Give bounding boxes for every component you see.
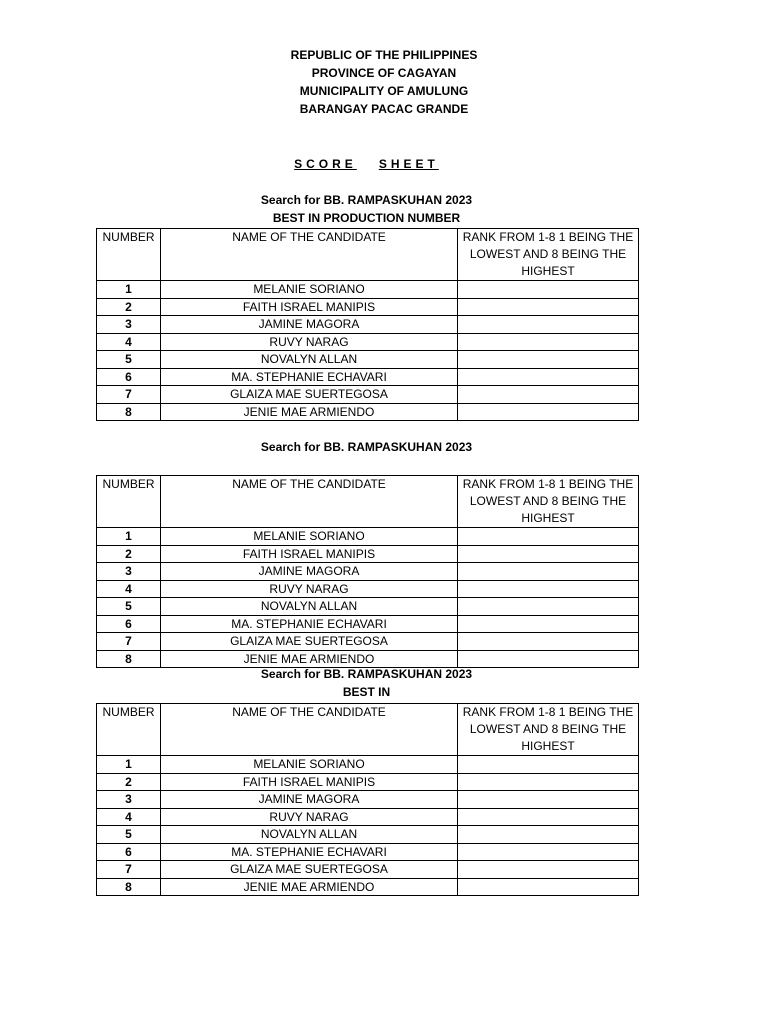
candidate-number: 8 bbox=[97, 403, 161, 421]
score-table-2 bbox=[96, 475, 639, 668]
column-header-rank: RANK FROM 1-8 1 BEING THE LOWEST AND 8 BEING THE HIGHEST bbox=[458, 229, 639, 281]
table-row bbox=[97, 563, 639, 581]
table-row bbox=[97, 545, 639, 563]
candidate-number: 5 bbox=[97, 598, 161, 616]
score-table-1 bbox=[96, 228, 639, 421]
candidate-number: 4 bbox=[97, 580, 161, 598]
header-municipality: MUNICIPALITY OF AMULUNG bbox=[299, 84, 469, 98]
column-header-number: NUMBER bbox=[97, 476, 161, 528]
candidate-number: 7 bbox=[97, 633, 161, 651]
candidate-number: 7 bbox=[97, 386, 161, 404]
candidate-name: FAITH ISRAEL MANIPIS bbox=[161, 545, 458, 563]
candidate-name: JENIE MAE ARMIENDO bbox=[161, 878, 458, 896]
candidate-number: 8 bbox=[97, 878, 161, 896]
rank-cell[interactable] bbox=[458, 386, 639, 404]
rank-cell[interactable] bbox=[458, 756, 639, 774]
score-table-3 bbox=[96, 703, 639, 896]
rank-cell[interactable] bbox=[458, 861, 639, 879]
candidate-number: 6 bbox=[97, 843, 161, 861]
rank-cell[interactable] bbox=[458, 791, 639, 809]
rank-cell[interactable] bbox=[458, 298, 639, 316]
candidate-name: JAMINE MAGORA bbox=[161, 316, 458, 334]
candidate-number: 3 bbox=[97, 316, 161, 334]
candidate-name: JENIE MAE ARMIENDO bbox=[161, 650, 458, 668]
table-header-row bbox=[97, 229, 639, 281]
candidate-name: RUVY NARAG bbox=[161, 580, 458, 598]
candidate-name: NOVALYN ALLAN bbox=[161, 351, 458, 369]
candidate-number: 2 bbox=[97, 298, 161, 316]
candidate-number: 5 bbox=[97, 351, 161, 369]
table-row bbox=[97, 878, 639, 896]
table-row bbox=[97, 615, 639, 633]
candidate-number: 1 bbox=[97, 756, 161, 774]
candidate-name: JAMINE MAGORA bbox=[161, 563, 458, 581]
rank-cell[interactable] bbox=[458, 528, 639, 546]
candidate-number: 4 bbox=[97, 333, 161, 351]
section-3-subtitle: BEST IN bbox=[342, 685, 391, 699]
candidate-name: MA. STEPHANIE ECHAVARI bbox=[161, 368, 458, 386]
header-republic: REPUBLIC OF THE PHILIPPINES bbox=[290, 48, 478, 62]
score-sheet-title-word2: SHEET bbox=[378, 157, 439, 171]
table-row bbox=[97, 316, 639, 334]
candidate-number: 7 bbox=[97, 861, 161, 879]
column-header-rank: RANK FROM 1-8 1 BEING THE LOWEST AND 8 BEING THE HIGHEST bbox=[458, 704, 639, 756]
table-row bbox=[97, 351, 639, 369]
table-header-row bbox=[97, 704, 639, 756]
rank-cell[interactable] bbox=[458, 351, 639, 369]
table-row bbox=[97, 808, 639, 826]
column-header-name: NAME OF THE CANDIDATE bbox=[161, 704, 458, 756]
section-1-title: Search for BB. RAMPASKUHAN 2023 bbox=[260, 193, 473, 207]
table-row bbox=[97, 598, 639, 616]
rank-cell[interactable] bbox=[458, 368, 639, 386]
table-row bbox=[97, 298, 639, 316]
rank-cell[interactable] bbox=[458, 808, 639, 826]
candidate-name: MELANIE SORIANO bbox=[161, 528, 458, 546]
candidate-name: JAMINE MAGORA bbox=[161, 791, 458, 809]
candidate-name: JENIE MAE ARMIENDO bbox=[161, 403, 458, 421]
candidate-number: 3 bbox=[97, 563, 161, 581]
rank-cell[interactable] bbox=[458, 878, 639, 896]
candidate-number: 3 bbox=[97, 791, 161, 809]
table-row bbox=[97, 368, 639, 386]
candidate-number: 8 bbox=[97, 650, 161, 668]
header-province: PROVINCE OF CAGAYAN bbox=[311, 66, 457, 80]
table-row bbox=[97, 281, 639, 299]
table-row bbox=[97, 826, 639, 844]
candidate-number: 1 bbox=[97, 281, 161, 299]
rank-cell[interactable] bbox=[458, 843, 639, 861]
header-barangay: BARANGAY PACAC GRANDE bbox=[299, 102, 469, 116]
table-row bbox=[97, 756, 639, 774]
document-header bbox=[0, 46, 768, 118]
section-1-subtitle: BEST IN PRODUCTION NUMBER bbox=[272, 211, 461, 225]
candidate-number: 5 bbox=[97, 826, 161, 844]
score-sheet-title-word1: SCORE bbox=[294, 157, 357, 171]
section-2-title: Search for BB. RAMPASKUHAN 2023 bbox=[260, 440, 473, 454]
column-header-number: NUMBER bbox=[97, 704, 161, 756]
table-row bbox=[97, 861, 639, 879]
rank-cell[interactable] bbox=[458, 598, 639, 616]
table-row bbox=[97, 386, 639, 404]
column-header-number: NUMBER bbox=[97, 229, 161, 281]
candidate-name: NOVALYN ALLAN bbox=[161, 598, 458, 616]
candidate-name: MELANIE SORIANO bbox=[161, 281, 458, 299]
rank-cell[interactable] bbox=[458, 281, 639, 299]
candidate-name: GLAIZA MAE SUERTEGOSA bbox=[161, 633, 458, 651]
table-row bbox=[97, 528, 639, 546]
candidate-name: NOVALYN ALLAN bbox=[161, 826, 458, 844]
candidate-name: MA. STEPHANIE ECHAVARI bbox=[161, 843, 458, 861]
score-sheet-title bbox=[0, 155, 733, 173]
column-header-name: NAME OF THE CANDIDATE bbox=[161, 476, 458, 528]
rank-cell[interactable] bbox=[458, 316, 639, 334]
rank-cell[interactable] bbox=[458, 615, 639, 633]
column-header-rank: RANK FROM 1-8 1 BEING THE LOWEST AND 8 BEING THE HIGHEST bbox=[458, 476, 639, 528]
table-row bbox=[97, 633, 639, 651]
rank-cell[interactable] bbox=[458, 773, 639, 791]
rank-cell[interactable] bbox=[458, 333, 639, 351]
table-row bbox=[97, 403, 639, 421]
table-row bbox=[97, 773, 639, 791]
candidate-number: 2 bbox=[97, 545, 161, 563]
candidate-name: GLAIZA MAE SUERTEGOSA bbox=[161, 861, 458, 879]
rank-cell[interactable] bbox=[458, 563, 639, 581]
table-row bbox=[97, 791, 639, 809]
table-header-row bbox=[97, 476, 639, 528]
candidate-name: FAITH ISRAEL MANIPIS bbox=[161, 298, 458, 316]
table-row bbox=[97, 333, 639, 351]
column-header-name: NAME OF THE CANDIDATE bbox=[161, 229, 458, 281]
section-3-title: Search for BB. RAMPASKUHAN 2023 bbox=[260, 667, 473, 681]
rank-cell[interactable] bbox=[458, 545, 639, 563]
candidate-name: MA. STEPHANIE ECHAVARI bbox=[161, 615, 458, 633]
candidate-name: RUVY NARAG bbox=[161, 333, 458, 351]
candidate-name: MELANIE SORIANO bbox=[161, 756, 458, 774]
candidate-number: 2 bbox=[97, 773, 161, 791]
candidate-number: 6 bbox=[97, 368, 161, 386]
rank-cell[interactable] bbox=[458, 580, 639, 598]
rank-cell[interactable] bbox=[458, 403, 639, 421]
candidate-name: GLAIZA MAE SUERTEGOSA bbox=[161, 386, 458, 404]
table-row bbox=[97, 580, 639, 598]
rank-cell[interactable] bbox=[458, 633, 639, 651]
table-row bbox=[97, 843, 639, 861]
candidate-name: FAITH ISRAEL MANIPIS bbox=[161, 773, 458, 791]
rank-cell[interactable] bbox=[458, 826, 639, 844]
candidate-number: 1 bbox=[97, 528, 161, 546]
candidate-number: 6 bbox=[97, 615, 161, 633]
candidate-number: 4 bbox=[97, 808, 161, 826]
candidate-name: RUVY NARAG bbox=[161, 808, 458, 826]
